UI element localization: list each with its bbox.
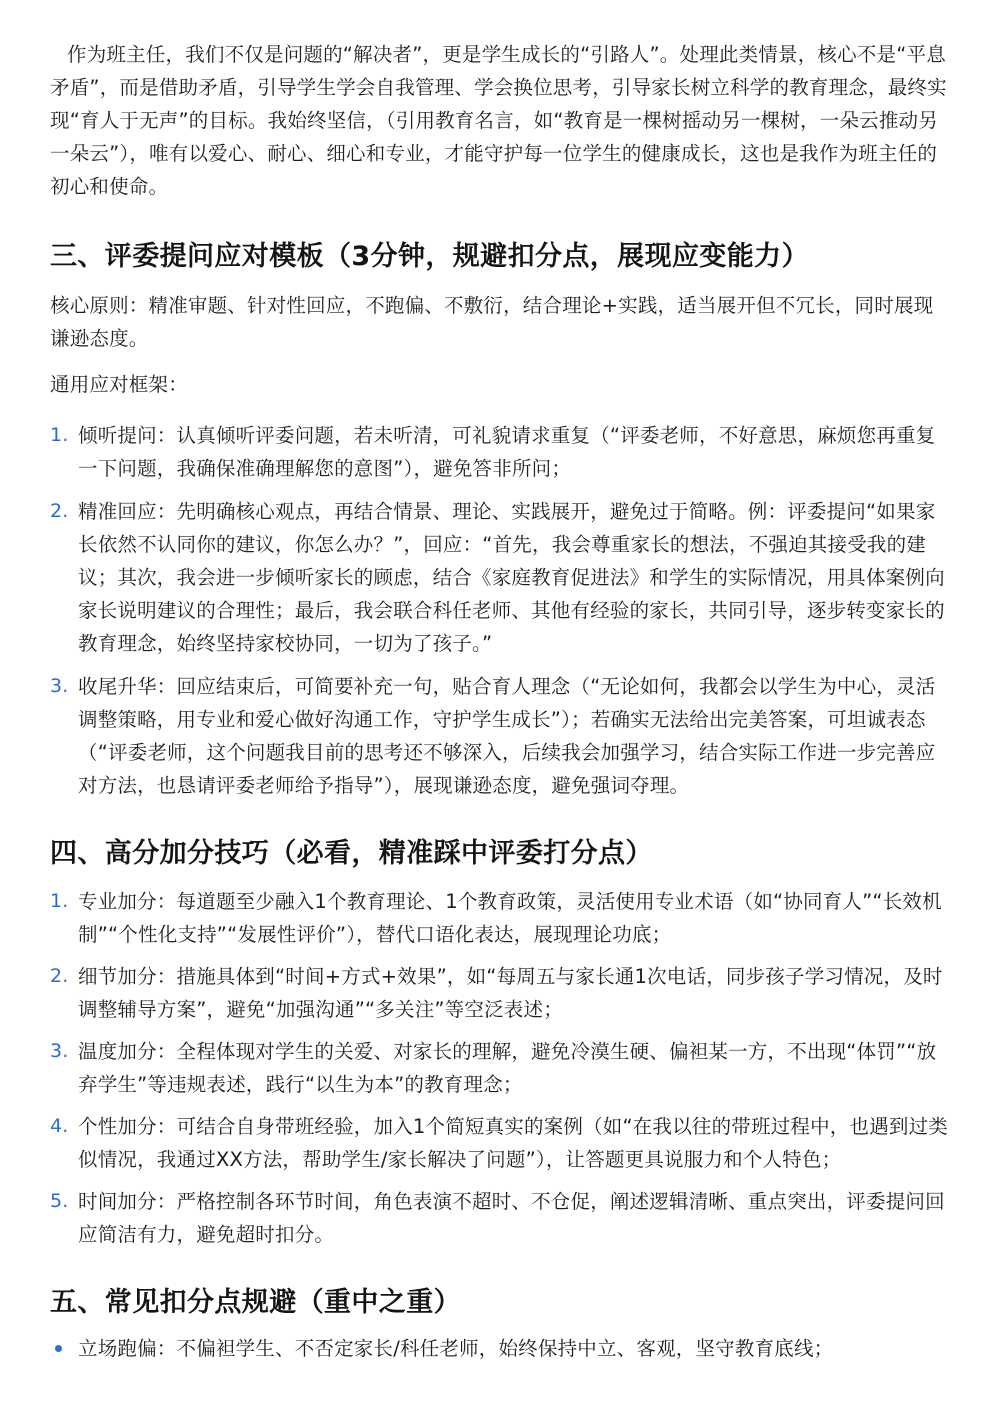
list-item [50,1035,950,1101]
list-item [50,495,950,660]
list-item [50,1332,950,1365]
list-number: 1. [50,890,69,912]
list-number: 2. [50,965,69,987]
section-5-heading: 五、常见扣分点规避（重中之重） [50,1287,461,1318]
list-item-text: 精准回应：先明确核心观点，再结合情景、理论、实践展开，避免过于简略。例：评委提问“如果家长依然不认同你的建议，你怎么办？”，回应：“首先，我会尊重家长的想法，不强迫其接受我的建议；其次，我会进一步倾听家长的顾虑，结合《家庭教育促进法》和学生的实际情况，用具体案例向家长说明建议的合理性；最后，我会联合科任老师、其他有经验的家长，共同引导，逐步转变家长的教育理念，始终坚持家校协同，一切为了孩子。” [78,500,945,655]
list-item-text: 细节加分：措施具体到“时间+方式+效果”，如“每周五与家长通1次电话，同步孩子学习情况，及时调整辅导方案”，避免“加强沟通”“多关注”等空泛表述； [78,965,943,1021]
list-number: 4. [50,1115,69,1137]
section-3-heading: 三、评委提问应对模板（3分钟，规避扣分点，展现应变能力） [50,241,809,272]
list-item [50,419,950,485]
list-item [50,1185,950,1251]
bullet-dot-icon [55,1345,62,1352]
list-item-text: 个性加分：可结合自身带班经验，加入1个简短真实的案例（如“在我以往的带班过程中，也遇到过类似情况，我通过XX方法，帮助学生/家长解决了问题”），让答题更具说服力和个人特色； [78,1115,949,1171]
section-4-heading: 四、高分加分技巧（必看，精准踩中评委打分点） [50,838,653,869]
list-item-text: 专业加分：每道题至少融入1个教育理论、1个教育政策，灵活使用专业术语（如“协同育人”“长效机制”“个性化支持”“发展性评价”），替代口语化表达，展现理论功底； [78,890,942,946]
framework-label: 通用应对框架： [50,373,188,396]
list-item-text: 收尾升华：回应结束后，可简要补充一句，贴合育人理念（“无论如何，我都会以学生为中心，灵活调整策略，用专业和爱心做好沟通工作，守护学生成长”）；若确实无法给出完美答案，可坦诚表态（“评委老师，这个问题我目前的思考还不够深入，后续我会加强学习，结合实际工作进一步完善应对方法，也恳请评委老师给予指导”），展现谦逊态度，避免强词夺理。 [78,675,936,797]
section-3-list [50,419,950,802]
section-4-list [50,885,950,1251]
list-number: 2. [50,500,69,522]
list-number: 3. [50,1040,69,1062]
intro-paragraph: 作为班主任，我们不仅是问题的“解决者”，更是学生成长的“引路人”。处理此类情景，核心不是“平息矛盾”，而是借助矛盾，引导学生学会自我管理、学会换位思考，引导家长树立科学的教育理念，最终实现“育人于无声”的目标。我始终坚信，（引用教育名言，如“教育是一棵树摇动另一棵树，一朵云推动另一朵云”），唯有以爱心、耐心、细心和专业，才能守护每一位学生的健康成长，这也是我作为班主任的初心和使命。 [50,43,947,198]
list-item-text: 立场跑偏：不偏袒学生、不否定家长/科任老师，始终保持中立、客观，坚守教育底线； [78,1337,834,1360]
list-number: 3. [50,675,69,697]
section-5-list [50,1332,950,1365]
list-item [50,670,950,802]
list-item-text: 时间加分：严格控制各环节时间，角色表演不超时、不仓促，阐述逻辑清晰、重点突出，评委提问回应简洁有力，避免超时扣分。 [78,1190,945,1246]
list-number: 1. [50,424,69,446]
list-item-text: 倾听提问：认真倾听评委问题，若未听清，可礼貌请求重复（“评委老师，不好意思，麻烦您再重复一下问题，我确保准确理解您的意图”），避免答非所问； [78,424,936,480]
core-principle-paragraph: 核心原则：精准审题、针对性回应，不跑偏、不敷衍，结合理论+实践，适当展开但不冗长，同时展现谦逊态度。 [50,294,934,350]
list-item [50,960,950,1026]
list-item-text: 温度加分：全程体现对学生的关爱、对家长的理解，避免冷漠生硬、偏袒某一方，不出现“体罚”“放弃学生”等违规表述，践行“以生为本”的教育理念； [78,1040,937,1096]
list-number: 5. [50,1190,69,1212]
list-item [50,885,950,951]
list-item [50,1110,950,1176]
